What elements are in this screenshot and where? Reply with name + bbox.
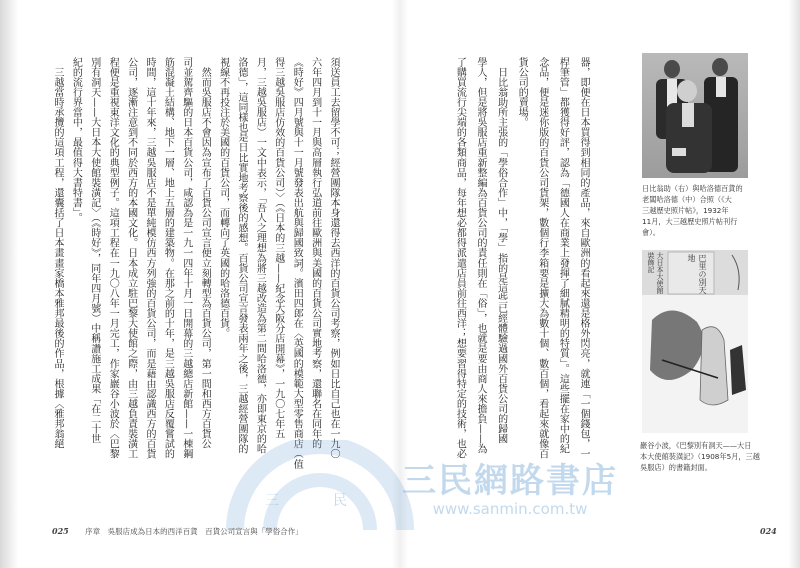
caption-line: 會）。 (642, 228, 660, 237)
caption-line: 三越歷史照片帖》，1932年 (642, 206, 729, 215)
text-column: 桿筆管」都獲得好評，認為「德國人在商業上發揮了細膩精明的特質」。這些擺在家中的紀 (557, 57, 569, 454)
text-column: 別有洞天——大日本大使館裝潢記〉（《時好》，同年四月號）中稱讚施工成果「在二十世 (88, 57, 100, 444)
text-column: 紀的流行界當中，最值得大書特書」。 (70, 57, 82, 223)
text-column: 六年四月到十一月與高層執行弘道前往歐洲與美國的百貨公司實地考察，還聯名在同年的 (309, 57, 321, 449)
figure-photo-three-men (642, 53, 748, 178)
caption-line: 本大使館裝潢記》（1908年5月，三越 (640, 452, 760, 461)
running-head: 序章 吳服店成為日本的西洋百貨 百貨公司宣言與「學俗合作」 (85, 527, 303, 536)
text-column: 了購買流行尖端的各類商品，每年想必都得派遣店員前往西洋；想要習得特定的技術，也必 (454, 57, 466, 459)
text-column: 日比翁助所主張的「學俗合作」中，「學」指的是這些已經體驗過國外百貨公司的歸國 (495, 57, 507, 444)
book-cover-subtitle: 巴里の別天地 (687, 254, 707, 294)
caption-line: 吳服店）的書籍封面。 (640, 463, 712, 472)
text-column: 須送員工去留學不可；經營團隊本身還得去西洋的百貨公司考察，例如日比自己也在一九〇 (328, 57, 339, 459)
text-column: 月，三越吳服店）一文中表示，「吾人之理想為將三越改造為第二間哈洛德，亦即東京的哈 (254, 57, 266, 454)
caption-line: 老闆哈洛德（中）合照（《大 (642, 195, 732, 204)
photo-illustration (642, 53, 748, 178)
page-number-left: 025 (52, 526, 69, 536)
text-column: 貨公司的賣場。 (516, 57, 528, 128)
text-column: 時間，這十年來，三越吳服店不是單純模仿西方列強的百貨公司，而是藉由認識西方的百貨 (144, 57, 155, 459)
watermark-url: www.sanmin.com.tw (432, 500, 588, 518)
caption-line: 巖谷小波，《巴黎別有洞天——大日 (640, 441, 752, 450)
figure-caption-photo (642, 183, 754, 238)
caption-line: 日比翁助（右）與哈洛德百貨的 (642, 184, 743, 193)
page-edge-shadow-left (0, 0, 18, 568)
text-column: 公司，逐漸注意到不同於西方的本國文化。日本成立駐巴黎大使館之際，由三越負責裝潢工 (125, 57, 137, 459)
figure-book-cover (642, 250, 748, 433)
text-column: 學人，但是將吳服店重新整編為百貨公司的責任則在「俗」，也就是要由商人來擔負——為 (475, 57, 486, 454)
watermark-logo-text: 三 民 (265, 493, 367, 509)
text-column: 視線不再投注於美國的百貨公司，而轉向了英國的哈洛德百貨。 (217, 57, 229, 339)
text-column: 念品，便是迷你版的百貨公司貨架，數個行李箱要是擴大為數十個、數百個，看起來就像百 (536, 57, 548, 459)
text-column: 《時好》四月號與十一月號發表出航與歸國致詞。濱田四郎在〈英國的模範大型零售商店（值 (291, 57, 303, 470)
text-column: 司並駕齊驅的日本百貨公司，咸認為是一九一四年十月一日開幕的三越總店新館——一棟鋼 (180, 57, 192, 459)
watermark (380, 462, 640, 518)
figure-caption-book-cover (640, 440, 780, 473)
right-page-footer (760, 526, 777, 536)
text-column: 程便是重視東洋文化的典型例子。這項工程在一九〇八年一月完工，作家巖谷小波於〈巴黎 (107, 57, 119, 459)
text-column: 筋混凝土結構、地下一層、地上五層的建築物。在那之前的十年，是三越吳服店反覆嘗試的 (162, 57, 174, 459)
page-edge-shadow-right (788, 0, 800, 568)
text-column: 然而吳服店不會因為宣布了百貨公司宣言便立刻轉型為百貨公司，第一間和西方百貨公 (199, 57, 211, 449)
text-column: 三越當時承攬的這項工程，還囊括了日本畫畫家橋本雅邦最後的作品，根據〈雅邦翁絕 (52, 57, 63, 449)
watermark-title: 三民網路書店 (402, 461, 618, 501)
page-number-right: 024 (760, 526, 777, 536)
book-cover-title: 大日本大使館裝飾記 (647, 252, 664, 294)
text-column: 得三越吳服店仿效的百貨公司）〉（《日本的三越——紀念大阪分店開幕》，一九〇七年五 (272, 57, 284, 439)
text-column: 洛德」，這同樣也是日比實地考察後的感想。百貨公司宣言發表兩年之後，三越經營團隊的 (236, 57, 247, 454)
text-column: 器，即便在日本買得到相同的產品，來自歐洲的看起來還是格外閃亮，就連「一個錢包，一 (578, 57, 589, 459)
caption-line: 11月，大三越歷史照片帖刊行 (642, 217, 738, 226)
left-page-footer (52, 526, 303, 537)
